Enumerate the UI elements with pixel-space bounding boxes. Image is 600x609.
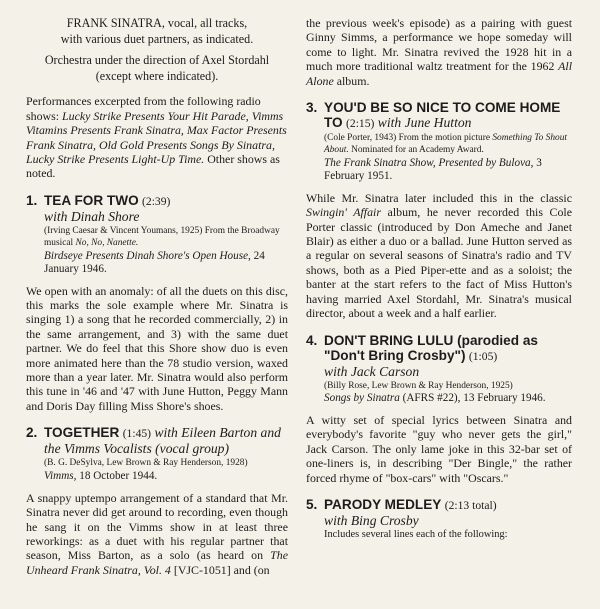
track-duration: (1:45) xyxy=(122,427,152,441)
track-guest: with June Hutton xyxy=(377,115,472,131)
orchestra-credit: Orchestra under the direction of Axel Stordahl (except where indicated). xyxy=(44,53,270,83)
track-note: Includes several lines each of the following: xyxy=(324,528,508,540)
track-source: Songs by Sinatra (AFRS #22), 13 February 1946. xyxy=(324,391,546,404)
track-heading xyxy=(26,193,288,224)
track-guest: with Dinah Shore xyxy=(44,208,140,224)
track-1 xyxy=(26,193,288,413)
track-heading xyxy=(306,497,572,528)
track-4 xyxy=(306,333,572,485)
track-duration: (2:15) xyxy=(346,117,375,131)
track-duration: (2:39) xyxy=(142,194,171,208)
track-credit: (Irving Caesar & Vincent Youmans, 1925) From the Broadway musical No, No, Nanette. xyxy=(44,225,280,249)
track-guest: with Bing Crosby xyxy=(324,512,419,528)
track-description: A snappy uptempo arrangement of a standard that Mr. Sinatra never did get around to recording, even though he sang it on the Vimms show in at least three reworkings: as a duet with his regular partner that season, Miss Barton, as a solo (as heard on The Unheard Frank Sinatra, Vol. 4 [VJC-1051] and (on xyxy=(26,490,288,577)
track-5 xyxy=(306,497,572,541)
track-title: PARODY MEDLEY xyxy=(324,496,442,512)
track-heading xyxy=(306,333,572,379)
track-number: 2. xyxy=(26,425,38,441)
track-title: TEA FOR TWO xyxy=(44,192,139,208)
intro-paragraph: Performances excerpted from the following radio shows: Lucky Strike Presents Your Hit Parade, Vimms Vitamins Presents Frank Sinatra, Max Factor Presents Frank Sinatra, Old Gold Presents Songs By Sinatra, Lucky Strike Presents Light-Up Time. Other shows as noted. xyxy=(26,94,287,181)
track-guest: with Eileen Barton and the Vimms Vocalists (vocal group) xyxy=(44,425,281,457)
track-number: 5. xyxy=(306,496,318,512)
track-credit: (Billy Rose, Lew Brown & Ray Henderson, 1925) xyxy=(324,380,513,391)
continued-paragraph: the previous week's episode) as a pairing with guest Ginny Simms, a performance we hope someday will come to light. Mr. Sinatra revived the 1928 hit in a much more traditional waltz treatment for the 1962 All Alone album. xyxy=(306,16,572,88)
track-description: A witty set of special lyrics between Sinatra and everybody's favorite "guy who never gets the girl," Jack Carson. The only lame joke in this 32-bar set of one-liners is, in describing "Der Bingle," the rather forced rhyme of "box-cars" with "Oscars." xyxy=(306,412,572,485)
track-3 xyxy=(306,100,572,320)
track-source: Vimms, 18 October 1944. xyxy=(44,469,158,482)
track-title: TOGETHER xyxy=(44,425,120,441)
vocal-credit: FRANK SINATRA, vocal, all tracks, with various duet partners, as indicated. xyxy=(60,16,254,46)
track-2 xyxy=(26,425,288,577)
track-heading xyxy=(26,425,288,456)
track-duration: (1:05) xyxy=(468,349,498,363)
track-title: DON'T BRING LULU (parodied as "Don't Bring Crosby") xyxy=(324,332,538,363)
track-guest: with Jack Carson xyxy=(324,363,420,379)
track-title: YOU'D BE SO NICE TO COME HOME TO xyxy=(324,100,561,131)
track-credit: (Cole Porter, 1943) From the motion picture Something To Shout About. Nominated for an Academy Award. xyxy=(324,133,568,156)
track-number: 3. xyxy=(306,100,318,116)
track-number: 1. xyxy=(26,192,38,208)
track-number: 4. xyxy=(306,332,318,348)
left-column xyxy=(26,16,288,577)
track-heading xyxy=(306,100,572,131)
track-description: While Mr. Sinatra later included this in the classic Swingin' Affair album, he never recorded this Cole Porter classic (introduced by Don Ameche and Janet Blair) as either a duo or a ballad. June Hutton served as a regular on several seasons of Sinatra's radio and TV shows, both as a Pied Piper-ette and as a soloist; the banter at the start refers to the fact of Miss Hutton's having married Axel Stordahl, Mr. Sinatra's musical director, about a week and a half earlier. xyxy=(306,190,572,321)
track-source: The Frank Sinatra Show, Presented by Bulova, 3 February 1951. xyxy=(324,156,542,182)
track-credit: (B. G. DeSylva, Lew Brown & Ray Henderson, 1928) xyxy=(44,458,248,469)
performer-credits xyxy=(26,16,288,84)
track-duration: (2:13 total) xyxy=(444,498,497,512)
track-source: Birdseye Presents Dinah Shore's Open House, 24 January 1946. xyxy=(44,249,265,275)
right-column xyxy=(306,16,572,541)
track-description: We open with an anomaly: of all the duets on this disc, this marks the sole example where Mr. Sinatra is singing 1) a song that he recorded commercially, 2) in the same arrangement, and 3) with the same duet partner. We do feel that this Shore show duo is even more animated here than the 78 studio version, waxed more than a year later. Mr. Sinatra would also perform this tune in '46 and '47 with June Hutton, Peggy Mann and Doris Day filling Miss Shore's shoes. xyxy=(26,283,288,413)
